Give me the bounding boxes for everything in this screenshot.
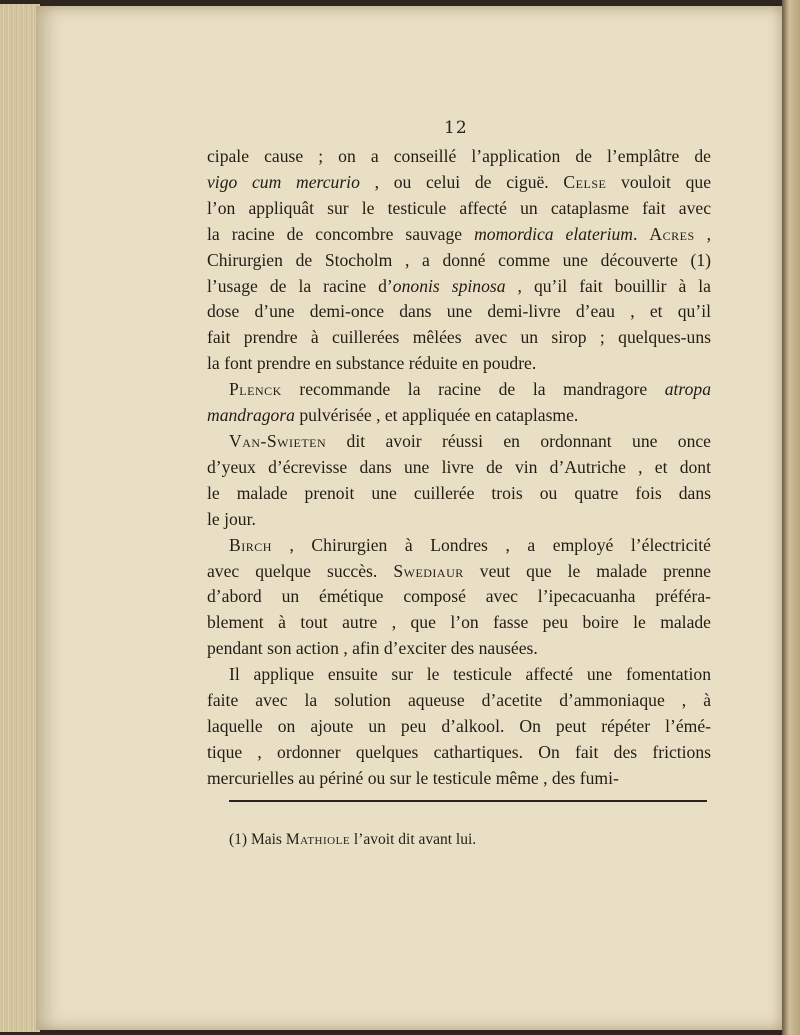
text-line: [207, 222, 711, 248]
footnote-rule: [229, 800, 707, 802]
text-run: Il applique ensuite sur le testicule affecté une fomentation: [229, 664, 711, 685]
text-line: [207, 274, 711, 300]
text-line: [207, 636, 711, 662]
author-name: Van-Swieten: [229, 430, 327, 451]
author-name: Acres: [649, 223, 695, 244]
text-line: [207, 403, 711, 429]
text-line: [207, 429, 711, 455]
paragraph: [207, 377, 711, 429]
text-run: le malade prenoit une cuillerée trois ou quatre fois dans: [207, 482, 711, 503]
paragraph: [207, 144, 711, 377]
text-line: [207, 662, 711, 688]
text-run: pulvérisée , et appliquée en cataplasme.: [294, 405, 579, 426]
text-run: , Chirurgien à Londres , a employé l’électricité: [271, 534, 711, 555]
text-line: [207, 533, 711, 559]
footnote-text-before: Mais: [247, 831, 286, 848]
text-run: avec quelque succès.: [207, 560, 394, 581]
text-run: l’on appliquât sur le testicule affecté un cataplasme fait avec: [207, 197, 711, 218]
paragraph: [207, 662, 711, 792]
body-text: [207, 144, 711, 792]
italic-term: mandragora: [207, 405, 295, 426]
text-run: faite avec la solution aqueuse d’acetite d’ammoniaque , à: [207, 690, 711, 711]
text-run: l’usage de la racine d’: [207, 275, 393, 296]
paragraph: [207, 429, 711, 533]
text-run: mercurielles au périné ou sur le testicule même , des fumi-: [207, 767, 619, 788]
text-line: [207, 377, 711, 403]
text-run: tique , ordonner quelques cathartiques. On fait des frictions: [207, 741, 711, 762]
text-line: [207, 144, 711, 170]
italic-term: atropa: [664, 379, 711, 400]
text-line: [207, 299, 711, 325]
text-run: la racine de concombre sauvage: [207, 223, 475, 244]
text-run: veut que le malade prenne: [463, 560, 711, 581]
page-number: 12: [444, 118, 468, 138]
text-line: [207, 351, 711, 377]
text-line: [207, 584, 711, 610]
author-name: Plenck: [229, 379, 282, 400]
text-run: , ou celui de ciguë.: [359, 171, 564, 192]
footnote: [229, 831, 476, 849]
text-line: [207, 325, 711, 351]
paragraph: [207, 533, 711, 663]
author-name: Celse: [563, 171, 607, 192]
text-line: [207, 610, 711, 636]
text-line: [207, 714, 711, 740]
italic-term: momordica elaterium: [474, 223, 633, 244]
text-line: [207, 766, 711, 792]
text-run: d’yeux d’écrevisse dans une livre de vin d’Autriche , et dont: [207, 456, 711, 477]
text-run: dose d’une demi-once dans une demi-livre d’eau , et qu’il: [207, 301, 711, 322]
text-line: [207, 559, 711, 585]
text-run: cipale cause ; on a conseillé l’application de l’emplâtre de: [207, 146, 711, 166]
text-line: [207, 248, 711, 274]
text-run: , qu’il fait bouillir à la: [505, 275, 711, 296]
page-stack-edges: [0, 4, 40, 1032]
text-line: [207, 740, 711, 766]
text-run: Chirurgien de Stocholm , a donné comme une découverte (1): [207, 249, 711, 270]
text-run: recommande la racine de la mandragore: [281, 379, 665, 400]
italic-term: ononis spinosa: [392, 275, 506, 296]
facing-page-edge: [782, 0, 800, 1035]
text-run: d’abord un émétique composé avec l’ipecacuanha préféra-: [207, 586, 711, 607]
text-run: vouloit que: [606, 171, 711, 192]
text-run: la font prendre en substance réduite en poudre.: [207, 353, 537, 374]
text-line: [207, 170, 711, 196]
text-line: [207, 196, 711, 222]
footnote-marker: (1): [229, 831, 248, 848]
footnote-text-after: l’avoit dit avant lui.: [350, 831, 477, 848]
text-line: [207, 688, 711, 714]
text-run: pendant son action , afin d’exciter des nausées.: [207, 638, 538, 659]
text-run: laquelle on ajoute un peu d’alkool. On peut répéter l’émé-: [207, 715, 711, 736]
author-name: Swediaur: [393, 560, 464, 581]
text-run: .: [633, 223, 650, 244]
text-line: [207, 481, 711, 507]
text-run: fait prendre à cuillerées mêlées avec un sirop ; quelques-uns: [207, 327, 711, 348]
text-run: ,: [694, 223, 712, 244]
text-run: le jour.: [207, 508, 256, 529]
italic-term: vigo cum mercurio: [207, 171, 360, 192]
footnote-author: Mathiole: [285, 831, 351, 848]
author-name: Birch: [229, 534, 272, 555]
text-line: [207, 507, 711, 533]
text-line: [207, 455, 711, 481]
text-run: dit avoir réussi en ordonnant une once: [326, 430, 711, 451]
text-run: blement à tout autre , que l’on fasse peu boire le malade: [207, 612, 711, 633]
